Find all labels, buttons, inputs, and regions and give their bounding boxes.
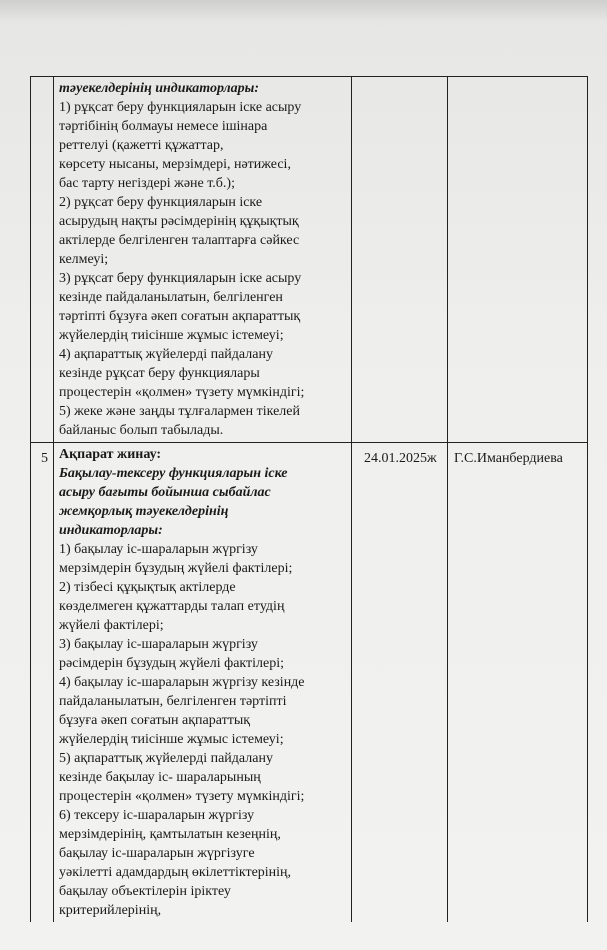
table-row	[31, 443, 588, 923]
document-table	[30, 76, 588, 922]
text-line: критерийлерінің,	[59, 903, 162, 918]
row-number-cell	[31, 443, 54, 923]
scan-shadow	[0, 0, 607, 22]
text-line: жүйелердің тиісінше жұмыс істемеуі;	[59, 328, 284, 343]
text-line: 3) рұқсат беру функцияларын іске асыру	[59, 271, 302, 286]
table-row	[31, 77, 588, 443]
text-line: 2) рұқсат беру функцияларын іске	[59, 195, 263, 210]
text-line: пайдаланылатын, белгіленген тәртіпті	[59, 694, 287, 709]
text-line: процестерін «қолмен» түзету мүмкіндігі;	[59, 789, 305, 804]
text-line: көрсету нысаны, мерзімдері, нәтижесі,	[59, 157, 291, 172]
row-number: 5	[41, 451, 48, 466]
text-line: бақылау объектілерін іріктеу	[59, 884, 231, 899]
text-line: тәртіпті бұзуға әкеп соғатын ақпараттық	[59, 309, 301, 324]
text-line: бас тарту негіздері және т.б.);	[59, 176, 235, 191]
row-number-cell	[31, 77, 54, 443]
responsible-name: Г.С.Иманбердиева	[454, 451, 563, 466]
section-title: Ақпарат жинау:	[59, 447, 162, 462]
indicators-heading: тәуекелдерінің индикаторлары:	[59, 81, 260, 96]
text-line: байланыс болып табылады.	[59, 423, 224, 438]
indicators-heading: Бақылау-тексеру функцияларын іске	[59, 466, 288, 481]
responsible-cell	[448, 77, 588, 443]
description-cell	[54, 77, 352, 443]
text-line: бақылау іс-шараларын жүргізуге	[59, 846, 255, 861]
text-line: көзделмеген құжаттарды талап етудің	[59, 599, 285, 614]
text-line: уәкілетті адамдардың өкілеттіктерінің,	[59, 865, 292, 880]
text-line: 4) ақпараттық жүйелерді пайдалану	[59, 347, 273, 362]
text-line: 3) бақылау іс-шараларын жүргізу	[59, 637, 258, 652]
indicators-heading: индикаторлары:	[59, 523, 163, 538]
responsible-name	[448, 77, 587, 85]
text-line: процестерін «қолмен» түзету мүмкіндігі;	[59, 385, 305, 400]
text-line: реттелуі (қажетті құжаттар,	[59, 138, 224, 153]
responsible-cell	[448, 443, 588, 923]
text-line: жүйелі фактілері;	[59, 618, 164, 633]
text-line: рәсімдерін бұзудың жүйелі фактілері;	[59, 656, 285, 671]
text-line: кезінде рұқсат беру функциялары	[59, 366, 260, 381]
text-line: 6) тексеру іс-шараларын жүргізу	[59, 808, 255, 823]
text-line: 2) тізбесі құқықтық актілерде	[59, 580, 236, 595]
date-cell	[352, 77, 448, 443]
text-line: 5) ақпараттық жүйелерді пайдалану	[59, 751, 273, 766]
text-line: жүйелердің тиісінше жұмыс істемеуі;	[59, 732, 284, 747]
text-line: 1) рұқсат беру функцияларын іске асыру	[59, 100, 302, 115]
date-value: 24.01.2025ж	[364, 451, 437, 466]
date-value	[352, 77, 447, 85]
row-number	[31, 77, 53, 85]
text-line: кезінде бақылау іс- шараларының	[59, 770, 261, 785]
text-line: 1) бақылау іс-шараларын жүргізу	[59, 542, 258, 557]
indicators-heading: жемқорлық тәуекелдерінің	[59, 504, 229, 519]
text-line: мерзімдерін бұзудың жүйелі фактілері;	[59, 561, 293, 576]
text-line: актілерде белгіленген талаптарға сәйкес	[59, 233, 300, 248]
date-cell	[352, 443, 448, 923]
text-line: келмеуі;	[59, 252, 109, 267]
text-line: 4) бақылау іс-шараларын жүргізу кезінде	[59, 675, 305, 690]
text-line: бұзуға әкеп соғатын ақпараттық	[59, 713, 251, 728]
description-cell	[54, 443, 352, 923]
indicators-heading: асыру бағыты бойынша сыбайлас	[59, 485, 271, 500]
text-line: кезінде пайдаланылатын, белгіленген	[59, 290, 283, 305]
text-line: 5) жеке және заңды тұлғалармен тікелей	[59, 404, 300, 419]
text-line: тәртібінің болмауы немесе ішінара	[59, 119, 268, 134]
text-line: асырудың нақты рәсімдерінің құқықтық	[59, 214, 299, 229]
text-line: мерзімдерінің, қамтылатын кезеңнің,	[59, 827, 281, 842]
